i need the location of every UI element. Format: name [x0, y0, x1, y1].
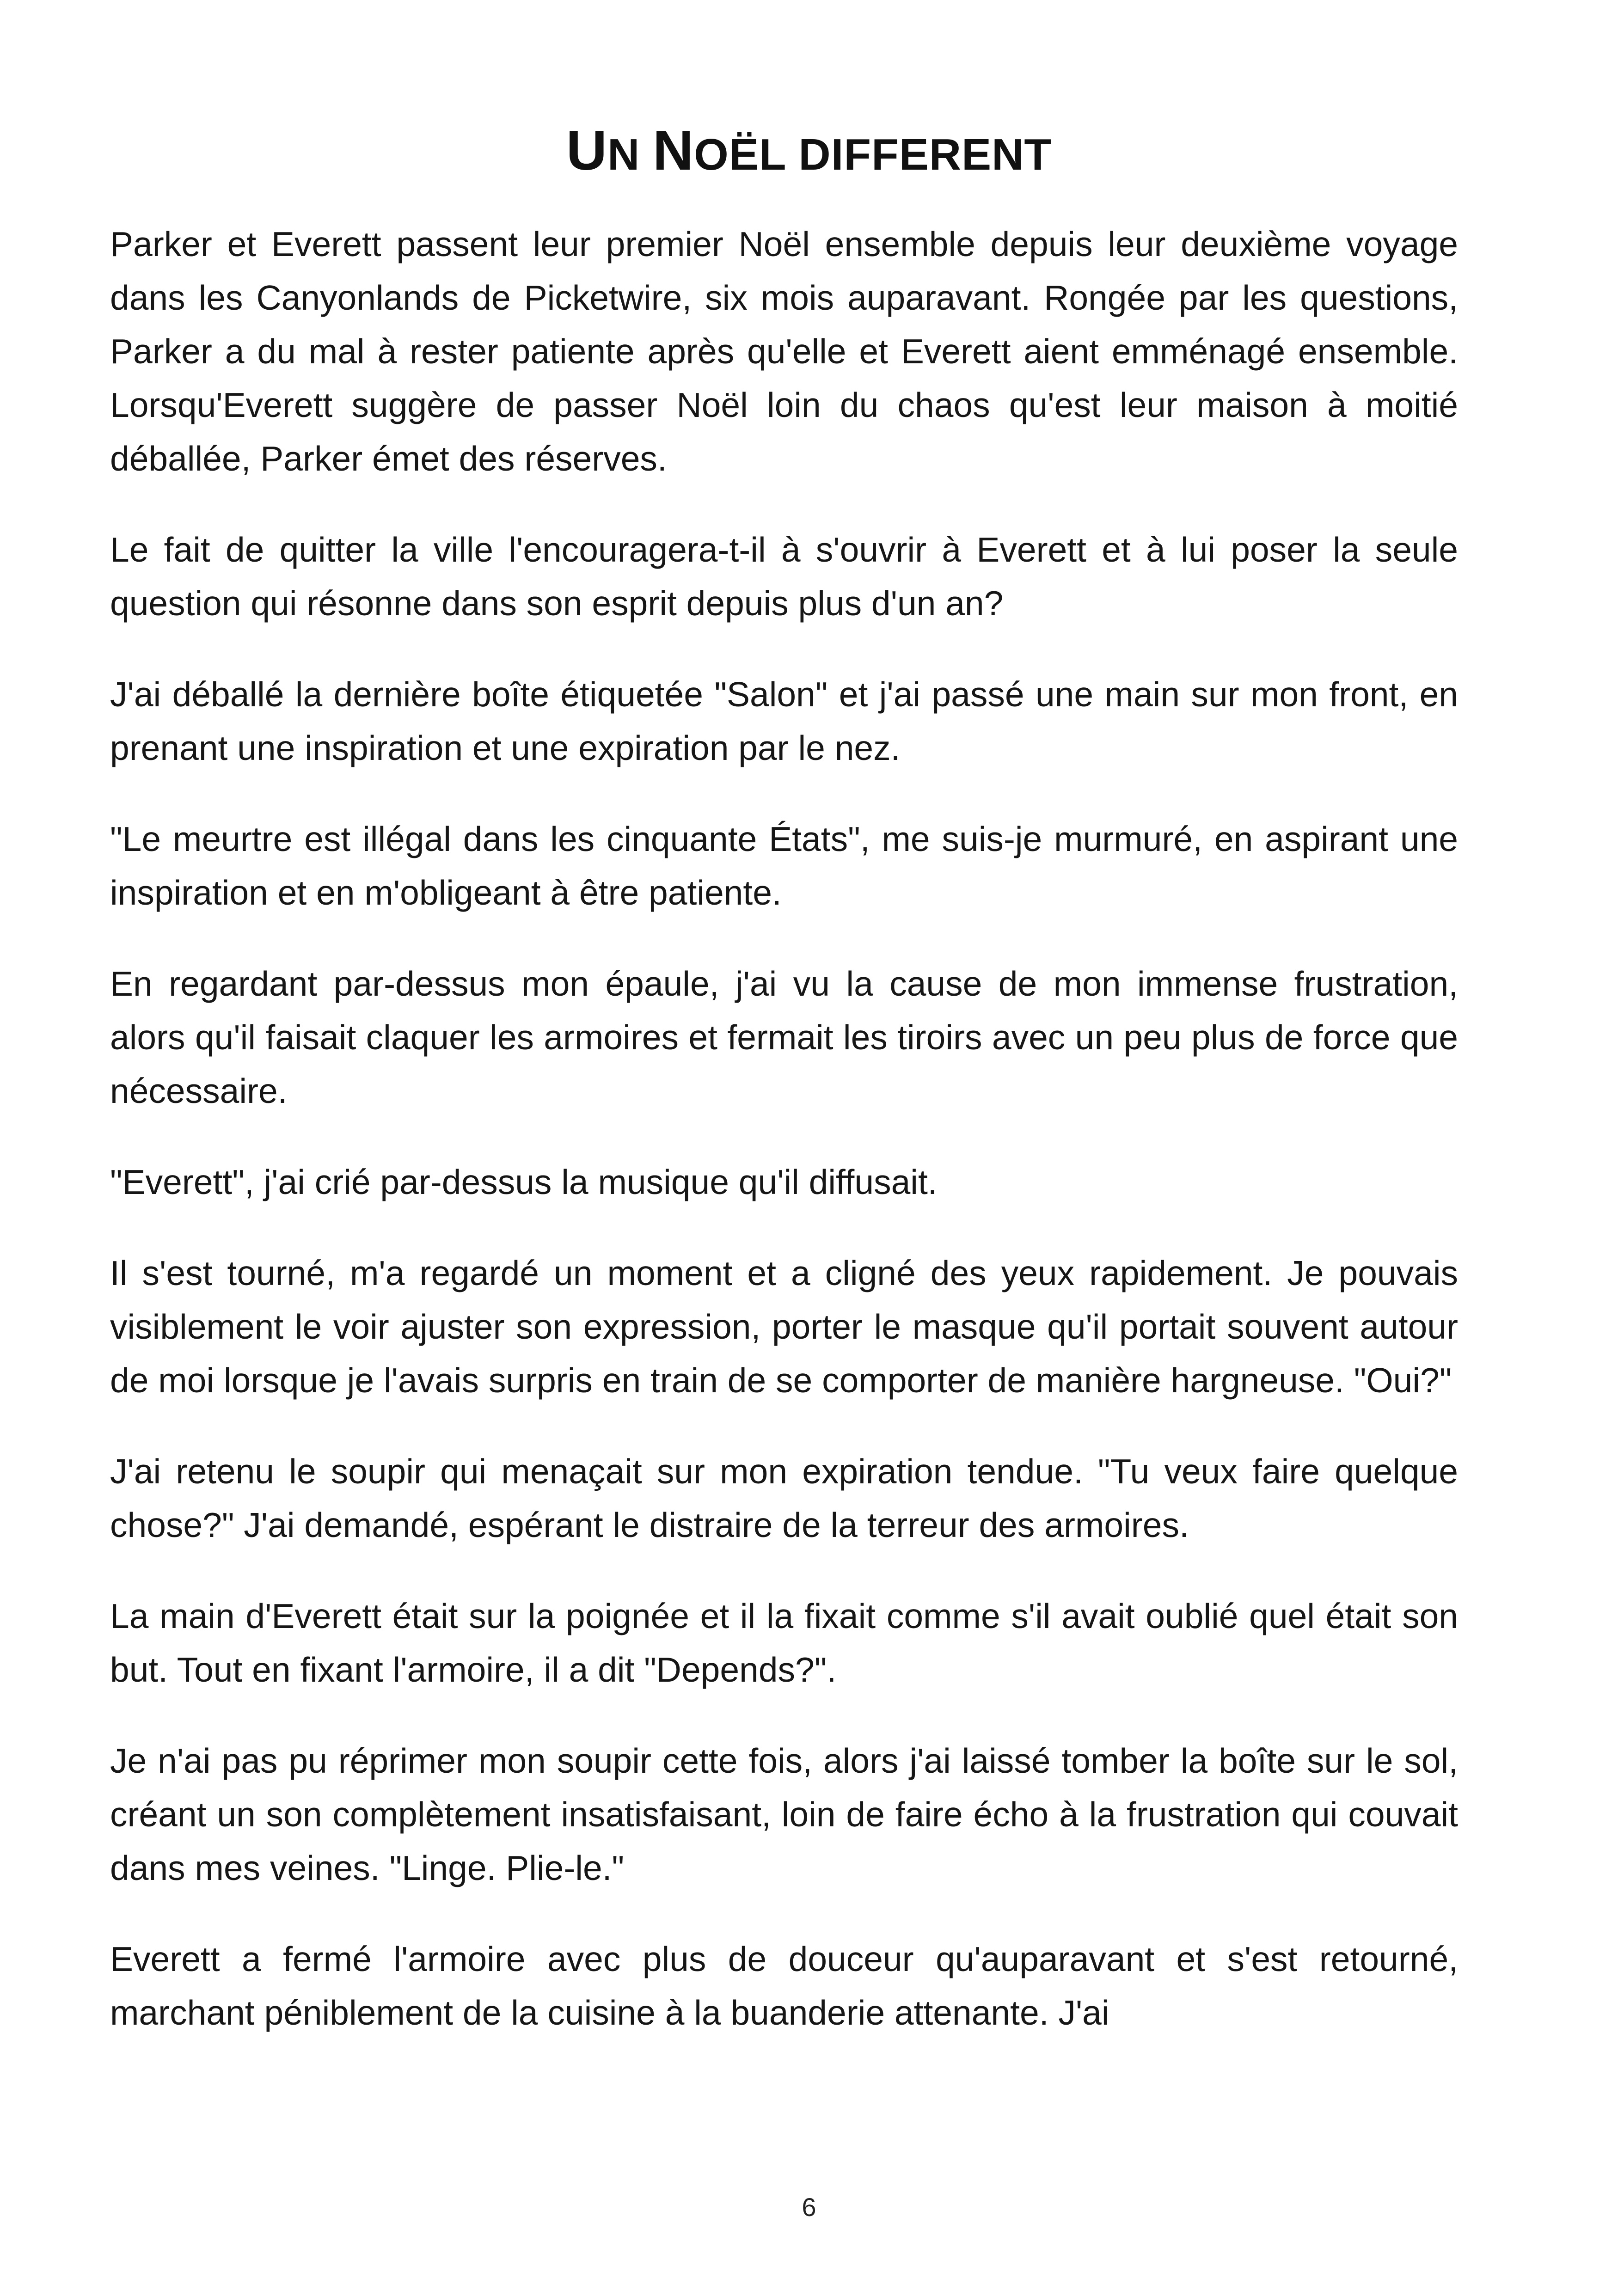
chapter-title — [0, 118, 1618, 187]
paragraph-story-6: J'ai retenu le soupir qui menaçait sur mon expiration tendue. "Tu veux faire quelque chose?" J'ai demandé, espérant le distraire de la terreur des armoires. — [110, 1452, 1458, 1544]
paragraph-story-1: J'ai déballé la dernière boîte étiquetée "Salon" et j'ai passé une main sur mon front, en prenant une inspiration et une expiration par le nez. — [110, 675, 1458, 767]
paragraph-story-3: En regardant par-dessus mon épaule, j'ai vu la cause de mon immense frustration, alors qu'il faisait claquer les armoires et fermait les tiroirs avec un peu plus de force que nécessaire. — [110, 964, 1458, 1110]
body-text — [110, 217, 1458, 2077]
paragraph-summary-1: Parker et Everett passent leur premier Noël ensemble depuis leur deuxième voyage dans les Canyonlands de Picketwire, six mois auparavant. Rongée par les questions, Parker a du mal à rester patiente après qu'elle et Everett aient emménagé ensemble. Lorsqu'Everett suggère de passer Noël loin du chaos qu'est leur maison à moitié déballée, Parker émet des réserves. — [110, 225, 1458, 478]
paragraph-story-5: Il s'est tourné, m'a regardé un moment et a cligné des yeux rapidement. Je pouvais visiblement le voir ajuster son expression, porter le masque qu'il portait souvent autour de moi lorsque je l'avais surpris en train de se comporter de manière hargneuse. "Oui?" — [110, 1254, 1458, 1400]
paragraph-story-4: "Everett", j'ai crié par-dessus la musique qu'il diffusait. — [110, 1163, 938, 1201]
page-number: 6 — [802, 2192, 816, 2222]
title-rest: OËL DIFFERENT — [694, 130, 1052, 179]
paragraph-story-9: Everett a fermé l'armoire avec plus de douceur qu'auparavant et s'est retourné, marchant péniblement de la cuisine à la buanderie attenante. J'ai — [110, 1940, 1458, 2032]
title-word-un-rest: N — [607, 130, 640, 179]
paragraph-summary-2: Le fait de quitter la ville l'encouragera-t-il à s'ouvrir à Everett et à lui poser la seule question qui résonne dans son esprit depuis plus d'un an? — [110, 530, 1458, 623]
title-initial-n: N — [653, 119, 694, 182]
paragraph-story-8: Je n'ai pas pu réprimer mon soupir cette fois, alors j'ai laissé tomber la boîte sur le sol, créant un son complètement insatisfaisant, loin de faire écho à la frustration qui couvait dans mes veines. "Linge. Plie-le." — [110, 1741, 1458, 1887]
paragraph-story-7: La main d'Everett était sur la poignée et il la fixait comme s'il avait oublié quel était son but. Tout en fixant l'armoire, il a dit "Depends?". — [110, 1597, 1458, 1689]
title-initial-u: U — [566, 119, 608, 182]
paragraph-story-2: "Le meurtre est illégal dans les cinquante États", me suis-je murmuré, en aspirant une inspiration et en m'obligeant à être patiente. — [110, 820, 1458, 912]
